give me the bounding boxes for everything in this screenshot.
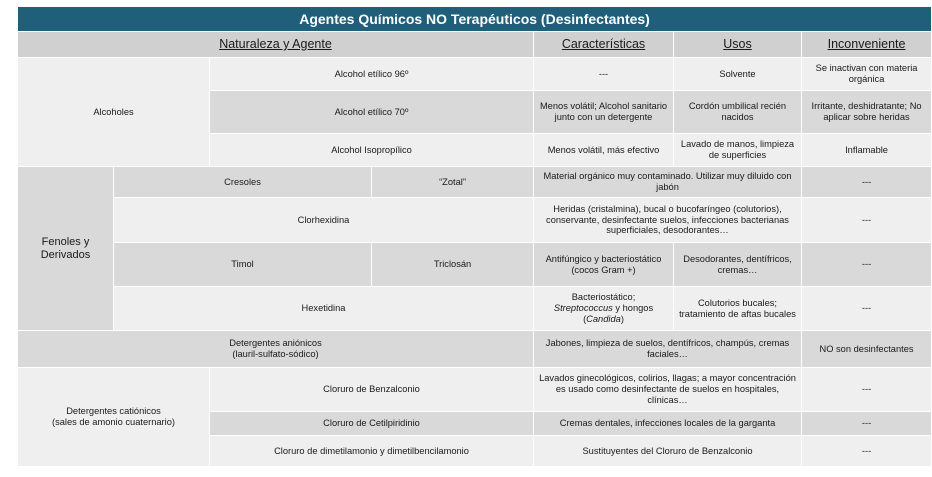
header-naturaleza: Naturaleza y Agente [18, 32, 534, 58]
caract-cell: Material orgánico muy contaminado. Utilizar muy diluido con jabón [534, 167, 802, 198]
agent-alcohol-isopropilico: Alcohol Isopropílico [210, 134, 534, 167]
group-text: (sales de amonio cuaternario) [52, 417, 175, 427]
caract-cell: Sustituyentes del Cloruro de Benzalconio [534, 436, 802, 467]
header-row [18, 32, 932, 58]
caract-text: ( [583, 313, 587, 324]
table-row [18, 287, 932, 331]
table-row [18, 331, 932, 368]
caract-text: ) [620, 313, 624, 324]
agent-text: Detergentes aniónicos [229, 338, 322, 349]
usos-cell: Lavado de manos, limpieza de superficies [674, 134, 802, 167]
header-inconveniente: Inconveniente [802, 32, 932, 58]
caract-cell: --- [534, 58, 674, 91]
caract-text: y hongos [615, 303, 654, 314]
table-row [18, 243, 932, 287]
inconv-cell: Irritante, deshidratante; No aplicar sobre heridas [802, 91, 932, 134]
agent-cresoles: Cresoles [114, 167, 372, 198]
table-row [18, 368, 932, 412]
disinfectants-table [17, 6, 932, 467]
inconv-cell: --- [802, 243, 932, 287]
caract-cell [534, 287, 674, 331]
usos-cell: Colutorios bucales; tratamiento de aftas bucales [674, 287, 802, 331]
inconv-cell: --- [802, 287, 932, 331]
agent-benzalconio: Cloruro de Benzalconio [210, 368, 534, 412]
agent-detergentes-anionicos [18, 331, 534, 368]
agent-timol: Timol [114, 243, 372, 287]
caract-cell: Antifúngico y bacteriostático (cocos Gram +) [534, 243, 674, 287]
disinfectants-table-container [17, 6, 922, 467]
caract-cell: Menos volátil, más efectivo [534, 134, 674, 167]
caract-cell: Lavados ginecológicos, colirios, llagas; a mayor concentración es usado como desinfectante de suelos en hospitales, clínicas… [534, 368, 802, 412]
header-caracteristicas: Características [534, 32, 674, 58]
table-title: Agentes Químicos NO Terapéuticos (Desinfectantes) [18, 7, 932, 32]
header-usos: Usos [674, 32, 802, 58]
inconv-cell: NO son desinfectantes [802, 331, 932, 368]
caract-cell: Heridas (cristalmina), bucal o bucofaríngeo (colutorios), conservante, desinfectante suelos, infecciones bacterianas superficiales, desodorantes… [534, 198, 802, 243]
agent-alcohol-96: Alcohol etílico 96º [210, 58, 534, 91]
inconv-cell: --- [802, 412, 932, 436]
agent-text: (lauril-sulfato-sódico) [232, 349, 319, 359]
caract-italic: Candida [586, 313, 621, 324]
usos-cell: Desodorantes, dentífricos, cremas… [674, 243, 802, 287]
group-text: Detergentes catiónicos [66, 406, 161, 417]
usos-cell: Cordón umbilical recién nacidos [674, 91, 802, 134]
agent-clorhexidina: Clorhexidina [114, 198, 534, 243]
agent-alcohol-70: Alcohol etílico 70º [210, 91, 534, 134]
group-fenoles: Fenoles y Derivados [18, 167, 114, 331]
agent-triclosan: Triclosán [372, 243, 534, 287]
table-row [18, 167, 932, 198]
group-cationicos [18, 368, 210, 467]
agent-cetilpiridinio: Cloruro de Cetilpiridinio [210, 412, 534, 436]
caract-cell: Menos volátil; Alcohol sanitario junto con un detergente [534, 91, 674, 134]
caract-cell: Jabones, limpieza de suelos, dentífricos, champús, cremas faciales… [534, 331, 802, 368]
caract-cell: Cremas dentales, infecciones locales de la garganta [534, 412, 802, 436]
inconv-cell: Se inactivan con materia orgánica [802, 58, 932, 91]
agent-hexetidina: Hexetidina [114, 287, 534, 331]
group-alcoholes: Alcoholes [18, 58, 210, 167]
inconv-cell: Inflamable [802, 134, 932, 167]
inconv-cell: --- [802, 436, 932, 467]
title-row [18, 7, 932, 32]
usos-cell: Solvente [674, 58, 802, 91]
agent-dimetilamonio: Cloruro de dimetilamonio y dimetilbencilamonio [210, 436, 534, 467]
table-row [18, 198, 932, 243]
table-row [18, 58, 932, 91]
inconv-cell: --- [802, 167, 932, 198]
caract-text: Bacteriostático; [571, 292, 636, 303]
inconv-cell: --- [802, 368, 932, 412]
inconv-cell: --- [802, 198, 932, 243]
caract-italic: Streptococcus [553, 303, 613, 314]
agent-zotal: “Zotal” [372, 167, 534, 198]
